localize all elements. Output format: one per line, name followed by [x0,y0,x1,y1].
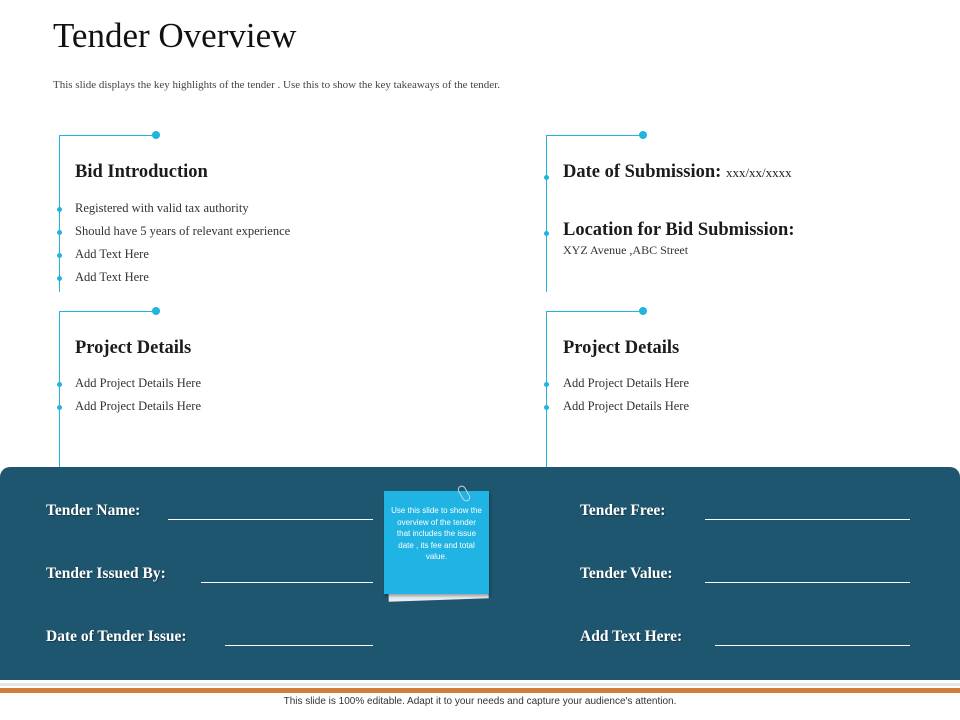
connector-line [546,311,643,312]
bullet-dot [544,382,549,387]
tender-issued-by-field[interactable] [201,582,373,583]
list-item: Should have 5 years of relevant experience [75,224,291,238]
add-text-here-label: Add Text Here: [580,628,683,645]
tender-value-label: Tender Value: [580,565,673,582]
bullet-dot [57,230,62,235]
tender-free-field[interactable] [705,519,910,520]
footer-divider [0,683,960,686]
bullet-dot [544,231,549,236]
bullet-dot [544,405,549,410]
bullet-dot [57,253,62,258]
list-item: Add Project Details Here [563,376,690,390]
connector-line [59,311,156,312]
connector-node [152,131,160,139]
date-of-tender-issue-label: Date of Tender Issue: [46,628,187,645]
connector-line [546,135,643,136]
connector-line [59,135,60,292]
list-item: Registered with valid tax authority [75,201,249,215]
bullet-dot [544,175,549,180]
bullet-dot [57,207,62,212]
list-item: Add Project Details Here [75,399,202,413]
slide-subtitle: This slide displays the key highlights of the tender . Use this to show the key takeaways of the tender. [53,79,500,91]
connector-line [59,311,60,467]
bullet-dot [57,405,62,410]
sticky-note [384,491,489,594]
connector-line [546,311,547,467]
tender-issued-by-label: Tender Issued By: [46,565,166,582]
tender-free-label: Tender Free: [580,502,666,519]
footer-accent-bar [0,688,960,693]
slide-title: Tender Overview [53,16,297,55]
date-of-submission-label: Date of Submission: [563,162,722,182]
bullet-dot [57,382,62,387]
location-value: XYZ Avenue ,ABC Street [563,243,689,257]
connector-node [639,131,647,139]
tender-name-label: Tender Name: [46,502,141,519]
date-of-submission [563,162,792,183]
footer-text: This slide is 100% editable. Adapt it to your needs and capture your audience's attention. [283,696,677,707]
tender-name-field[interactable] [168,519,373,520]
sticky-note-text: Use this slide to show the overview of the tender that includes the issue date , its fee and total value. [391,506,482,561]
connector-node [639,307,647,315]
add-text-here-field[interactable] [715,645,910,646]
tender-value-field[interactable] [705,582,910,583]
connector-node [152,307,160,315]
project-details-heading: Project Details [563,338,680,358]
date-of-submission-value: xxx/xx/xxxx [725,165,792,180]
location-heading: Location for Bid Submission: [563,220,795,240]
project-details-heading: Project Details [75,338,192,358]
list-item: Add Text Here [75,270,149,284]
list-item: Add Project Details Here [563,399,690,413]
connector-line [59,135,156,136]
list-item: Add Text Here [75,247,149,261]
bid-introduction-heading: Bid Introduction [75,162,208,182]
list-item: Add Project Details Here [75,376,202,390]
date-of-tender-issue-field[interactable] [225,645,373,646]
connector-line [546,135,547,292]
bullet-dot [57,276,62,281]
